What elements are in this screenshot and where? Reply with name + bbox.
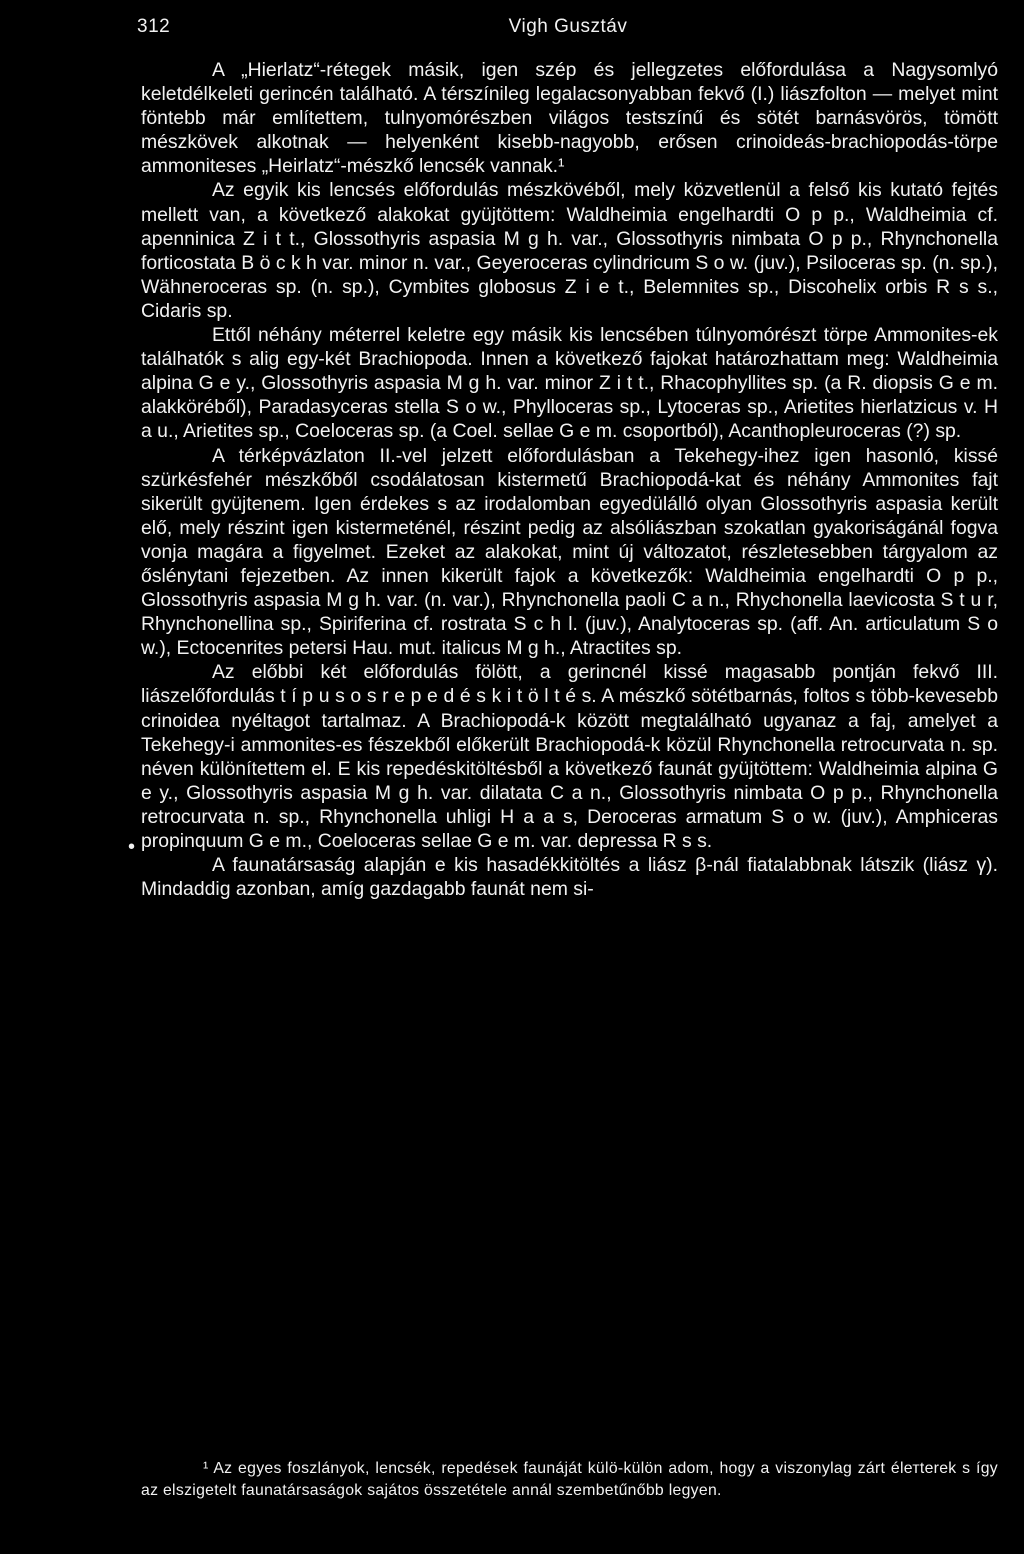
page-header bbox=[137, 16, 999, 46]
running-title: Vigh Gusztáv bbox=[508, 16, 628, 37]
paragraph: Az egyik kis lencsés előfordulás mészkövéből, mely közvetlenül a felső kis kutató fejtés mellett van, a következő alakokat gyüjtöttem: Waldheimia engelhardti O p p., Waldheimia cf. apenninica Z i t t., Glossothyris aspasia M g h. var., Glossothyris nimbata O p p., Rhynchonella forticostata B ö c k h var. minor n. var., Geyeroceras cylindricum S o w. (juv.), Psiloceras sp. (n. sp.), Wähneroceras sp. (n. sp.), Cymbites globosus Z i e t., Belemnites sp., Discohelix orbis R s s., Cidaris sp. bbox=[141, 179, 998, 322]
body-text bbox=[141, 58, 998, 901]
paragraph: A faunatársaság alapján e kis hasadékkitöltés a liász β-nál fiatalabbnak látszik (liász γ). Mindaddig azonban, amíg gazdagabb faunát nem si- bbox=[141, 854, 998, 901]
page-number: 312 bbox=[137, 16, 171, 37]
footnote-text: ¹ Az egyes foszlányok, lencsék, repedések faunáját külö-külön adom, hogy a viszonylag zárt élетterek s így az elszigetelt faunatársaságok sajátos összetétele annál szembetűnőbb legyen. bbox=[141, 1460, 998, 1499]
paragraph: A „Hierlatz“-rétegek másik, igen szép és jellegzetes előfordulása a Nagysomlyó keletdélkeleti gerincén található. A térszínileg legalacsonyabban fekvő (I.) liászfolton — melyet mint föntebb már említettem, tulnyomórészben világos testszínű és sötét barnásvörös, tömött mészkövek alkotnak — helyenként kisebb-nagyobb, erősen crinoideás-brachiopodás-törpe ammoniteses „Heirlatz“-mészkő lencsék vannak.¹ bbox=[141, 59, 998, 178]
margin-mark: • bbox=[128, 836, 136, 858]
paragraph: Ettől néhány méterrel keletre egy másik kis lencsében túlnyomórészt törpe Ammonites-ek találhatók s alig egy-két Brachiopoda. Innen a következő fajokat határozhattam meg: Waldheimia alpina G e y., Glossothyris aspasia M g h. var. minor Z i t t., Rhacophyllites sp. (a R. diopsis G e m. alakköréből), Paradasyceras stella S o w., Phylloceras sp., Lytoceras sp., Arietites hierlatzicus v. H a u., Arietites sp., Coeloceras sp. (a Coel. sellae G e m. csoportból), Acanthopleuroceras (?) sp. bbox=[141, 324, 998, 443]
footnote bbox=[141, 1458, 998, 1502]
paragraph: A térképvázlaton II.-vel jelzett előfordulásban a Tekehegy-ihez igen hasonló, kissé szürkésfehér mészkőből csodálatosan kistermetű Brachiopodá-kat és néhány Ammonites fajt sikerült gyüjtenem. Igen érdekes s az irodalomban egyedülálló olyan Glossothyris aspasia került elő, mely részint igen kistermeténél, részint pedig az alsóliászban szokatlan gyakoriságánál fogva vonja magára a figyelmet. Ezeket az alakokat, mint új változatot, részletesebben tárgyalom az őslénytani fejezetben. Az innen kikerült fajok a következők: Waldheimia engelhardti O p p., Glossothyris aspasia M g h. var. (n. var.), Rhynchonella paoli C a n., Rhychonella laevicosta S t u r, Rhynchonellina sp., Spiriferina cf. rostrata S c h l. (juv.), Analytoceras sp. (aff. An. articulatum S o w.), Ectocenrites petersi Hau. mut. italicus M g h., Atractites sp. bbox=[141, 444, 998, 660]
paragraph: Az előbbi két előfordulás fölött, a gerincnél kissé magasabb pontján fekvő III. liászelőfordulás t í p u s o s r e p e d é s k i t ö l t é s. A mészkő sötétbarnás, foltos s több-kevesebb crinoidea nyéltagot tartalmaz. A Brachiopodá-k között megtalálható ugyanaz a faj, amelyet a Tekehegy-i ammonites-es fészekből előkerült Brachiopodá-k közül Rhynchonella retrocurvata n. sp. néven különítettem el. E kis repedéskitöltésből a következő faunát gyüjtöttem: Waldheimia alpina G e y., Glossothyris aspasia M g h. var. dilatata C a n., Glossothyris nimbata O p p., Rhynchonella retrocurvata n. sp., Rhynchonella uhligi H a a s, Deroceras armatum S o w. (juv.), Amphiceras propinquum G e m., Coeloceras sellae G e m. var. depressa R s s. bbox=[141, 661, 998, 852]
